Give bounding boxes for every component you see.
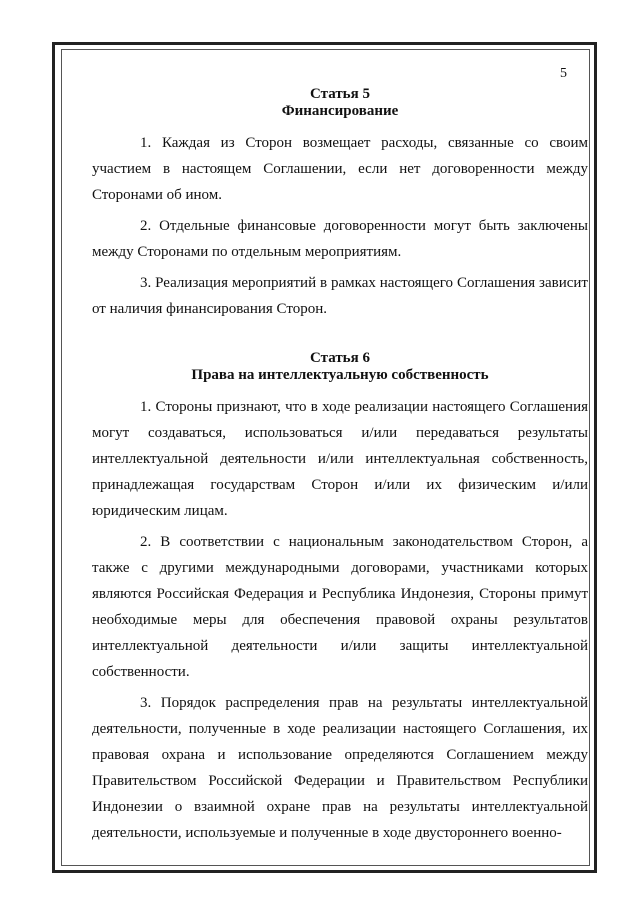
article-title: Права на интеллектуальную собственность xyxy=(191,367,489,383)
paragraph: 2. Отдельные финансовые договоренности могут быть заключены между Сторонами по отдельным мероприятиям. xyxy=(92,218,588,260)
document-body xyxy=(92,86,588,846)
paragraph: 1. Стороны признают, что в ходе реализации настоящего Соглашения могут создаваться, использоваться и/или передаваться результаты интеллектуальной деятельности и/или интеллектуальная собственность, принадлежащая государствам Сторон и/или их физическим и/или юридическим лицам. xyxy=(92,399,588,519)
page-frame xyxy=(52,42,597,873)
paragraph: 2. В соответствии с национальным законодательством Сторон, а также с другими международными договорами, участниками которых являются Российская Федерация и Республика Индонезия, Стороны примут необходимые меры для обеспечения правовой охраны результатов интеллектуальной деятельности и/или защиты интеллектуальной собственности. xyxy=(92,534,588,680)
article-number: Статья 5 xyxy=(310,86,370,102)
page-frame-inner xyxy=(61,49,590,866)
article-6 xyxy=(92,350,588,846)
paragraph: 3. Реализация мероприятий в рамках настоящего Соглашения зависит от наличия финансирования Сторон. xyxy=(92,275,588,317)
article-number: Статья 6 xyxy=(310,350,370,366)
article-title: Финансирование xyxy=(281,103,399,119)
paragraph: 3. Порядок распределения прав на результаты интеллектуальной деятельности, полученные в ходе реализации настоящего Соглашения, их правовая охрана и использование определяются Соглашением между Правительством Российской Федерации и Правительством Республики Индонезии о взаимной охране прав на результаты интеллектуальной деятельности, используемые и полученные в ходе двустороннего военно- xyxy=(92,695,588,841)
paragraph: 1. Каждая из Сторон возмещает расходы, связанные со своим участием в настоящем Соглашении, если нет договоренности между Сторонами об ином. xyxy=(92,135,588,203)
page-number: 5 xyxy=(560,66,567,81)
article-5 xyxy=(92,86,588,322)
